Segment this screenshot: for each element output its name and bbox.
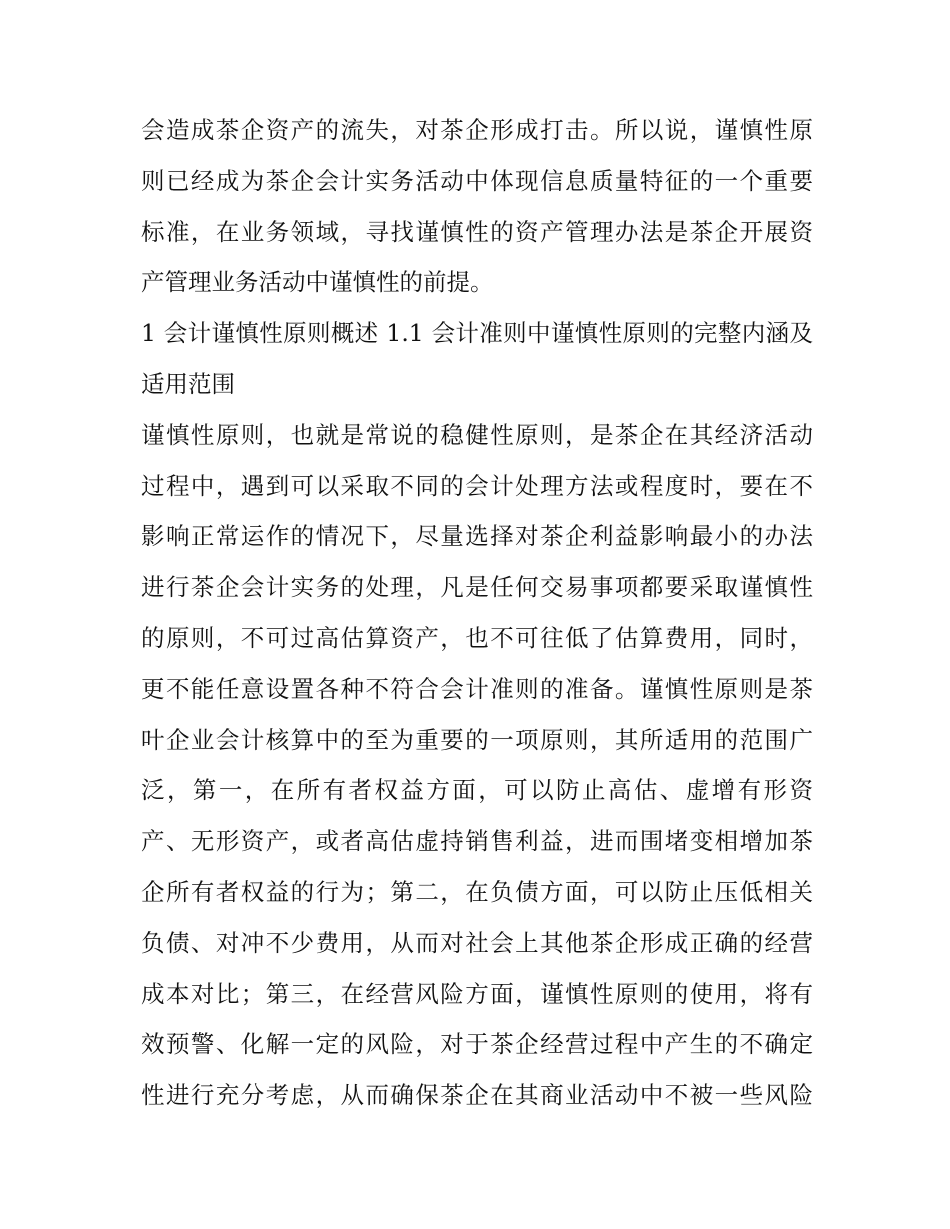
text-line: 企所有者权益的行为；第二，在负债方面，可以防止压低相关 — [141, 877, 813, 906]
text-line: 成本对比；第三，在经营风险方面，谨慎性原则的使用，将有 — [141, 979, 813, 1008]
text-line: 更不能任意设置各种不符合会计准则的准备。谨慎性原则是茶 — [141, 674, 813, 703]
text-line: 影响正常运作的情况下，尽量选择对茶企利益影响最小的办法 — [141, 522, 813, 551]
text-line: 负债、对冲不少费用，从而对社会上其他茶企形成正确的经营 — [141, 928, 813, 957]
text-line: 效预警、化解一定的风险，对于茶企经营过程中产生的不确定 — [141, 1030, 813, 1059]
text-line: 标准，在业务领域，寻找谨慎性的资产管理办法是茶企开展资 — [141, 217, 813, 246]
text-line: 产管理业务活动中谨慎性的前提。 — [141, 268, 494, 297]
text-line: 的原则，不可过高估算资产，也不可往低了估算费用，同时， — [141, 623, 813, 652]
document-body — [141, 105, 813, 1121]
text-line: 过程中，遇到可以采取不同的会计处理方法或程度时，要在不 — [141, 471, 813, 500]
section-heading-line: 适用范围 — [141, 369, 235, 398]
text-line: 性进行充分考虑，从而确保茶企在其商业活动中不被一些风险 — [141, 1081, 813, 1110]
text-line: 会造成茶企资产的流失，对茶企形成打击。所以说，谨慎性原 — [141, 116, 813, 144]
text-line: 泛，第一，在所有者权益方面，可以防止高估、虚增有形资 — [141, 776, 813, 805]
text-line: 谨慎性原则，也就是常说的稳健性原则，是茶企在其经济活动 — [141, 420, 813, 449]
text-line: 则已经成为茶企会计实务活动中体现信息质量特征的一个重要 — [141, 166, 813, 195]
text-line: 产、无形资产，或者高估虚持销售利益，进而围堵变相增加茶 — [141, 827, 813, 856]
text-line: 叶企业会计核算中的至为重要的一项原则，其所适用的范围广 — [141, 725, 813, 754]
text-line: 进行茶企会计实务的处理，凡是任何交易事项都要采取谨慎性 — [141, 573, 813, 602]
section-heading-line: 1 会计谨慎性原则概述 1.1 会计准则中谨慎性原则的完整内涵及 — [141, 319, 813, 348]
